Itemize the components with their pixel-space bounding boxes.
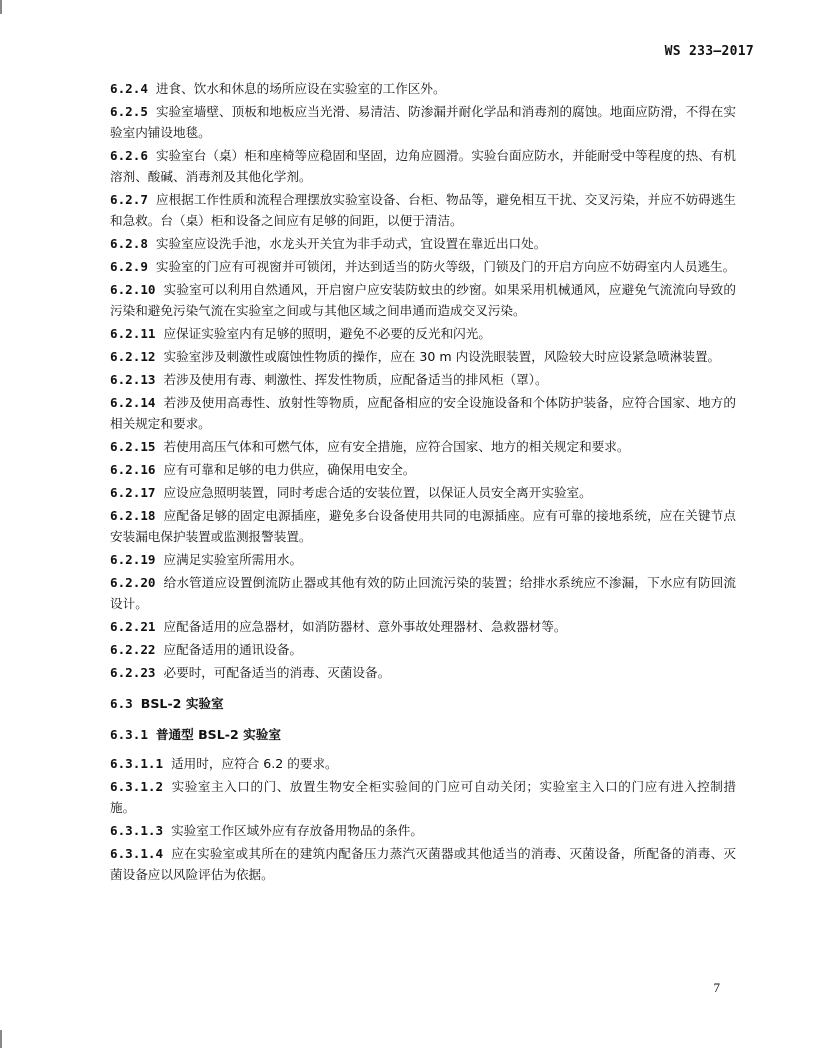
clause-number: 6.2.15 <box>110 439 156 454</box>
clause-paragraph <box>110 572 736 614</box>
clause-paragraph <box>110 820 736 841</box>
clause-number: 6.2.23 <box>110 665 156 680</box>
clause-text: 实验室涉及刺激性或腐蚀性物质的操作，应在 30 m 内设洗眼装置，风险较大时应设紧急喷淋装置。 <box>163 349 721 364</box>
clause-paragraph <box>110 392 736 434</box>
clause-paragraph <box>110 843 736 885</box>
clause-number: 6.2.13 <box>110 372 156 387</box>
clause-number: 6.2.11 <box>110 326 156 341</box>
clause-text: 应配备足够的固定电源插座，避免多台设备使用共同的电源插座。应有可靠的接地系统，应在关键节点安装漏电保护装置或监测报警装置。 <box>110 508 736 544</box>
clause-paragraph <box>110 189 736 231</box>
scan-edge-mark-bottom <box>0 1030 2 1048</box>
clause-number: 6.3.1.1 <box>110 756 164 771</box>
clause-paragraph <box>110 279 736 321</box>
clause-text: 应满足实验室所需用水。 <box>163 552 303 567</box>
clause-text: 应根据工作性质和流程合理摆放实验室设备、台柜、物品等，避免相互干扰、交叉污染，并应不妨碍逃生和急救。台（桌）柜和设备之间应有足够的间距，以便于清洁。 <box>110 192 736 228</box>
clause-text: 应配备适用的通讯设备。 <box>163 642 303 657</box>
clause-paragraph <box>110 639 736 660</box>
clause-list-6-3-1 <box>110 753 736 885</box>
clause-paragraph <box>110 233 736 254</box>
clause-paragraph <box>110 616 736 637</box>
clause-text: 实验室可以利用自然通风，开启窗户应安装防蚊虫的纱窗。如果采用机械通风，应避免气流流向导致的污染和避免污染气流在实验室之间或与其他区域之间串通而造成交叉污染。 <box>110 282 736 318</box>
clause-number: 6.2.5 <box>110 104 148 119</box>
clause-text: 应有可靠和足够的电力供应，确保用电安全。 <box>163 462 416 477</box>
clause-paragraph <box>110 505 736 547</box>
clause-number: 6.2.14 <box>110 395 156 410</box>
clause-paragraph <box>110 369 736 390</box>
clause-text: 进食、饮水和休息的场所应设在实验室的工作区外。 <box>155 81 446 96</box>
clause-number: 6.2.18 <box>110 508 156 523</box>
clause-paragraph <box>110 101 736 143</box>
clause-number: 6.2.12 <box>110 349 156 364</box>
clause-text: 应在实验室或其所在的建筑内配备压力蒸汽灭菌器或其他适当的消毒、灭菌设备，所配备的消毒、灭菌设备应以风险评估为依据。 <box>110 846 736 882</box>
clause-text: 应设应急照明装置，同时考虑合适的安装位置，以保证人员安全离开实验室。 <box>163 485 592 500</box>
section-title: 普通型 BSL-2 实验室 <box>155 727 281 742</box>
section-number: 6.3 <box>110 696 133 711</box>
clause-paragraph <box>110 256 736 277</box>
standard-code-header: WS 233—2017 <box>664 44 754 59</box>
clause-text: 若涉及使用有毒、刺激性、挥发性物质，应配备适当的排风柜（罩）。 <box>163 372 548 387</box>
clause-number: 6.2.16 <box>110 462 156 477</box>
clause-text: 应保证实验室内有足够的照明，避免不必要的反光和闪光。 <box>163 326 491 341</box>
clause-paragraph <box>110 753 736 774</box>
clause-text: 适用时，应符合 6.2 的要求。 <box>171 756 338 771</box>
clause-text: 必要时，可配备适当的消毒、灭菌设备。 <box>163 665 391 680</box>
clause-paragraph <box>110 436 736 457</box>
clause-number: 6.2.21 <box>110 619 156 634</box>
clause-paragraph <box>110 662 736 683</box>
clause-number: 6.2.17 <box>110 485 156 500</box>
clause-number: 6.2.6 <box>110 148 148 163</box>
clause-number: 6.2.22 <box>110 642 156 657</box>
clause-paragraph <box>110 78 736 99</box>
clause-number: 6.2.4 <box>110 81 148 96</box>
clause-paragraph <box>110 145 736 187</box>
scan-edge-mark-top <box>0 0 2 14</box>
clause-text: 给水管道应设置倒流防止器或其他有效的防止回流污染的装置；给排水系统应不渗漏，下水应有防回流设计。 <box>110 575 736 611</box>
clause-text: 实验室应设洗手池，水龙头开关宜为非手动式，宜设置在靠近出口处。 <box>155 236 547 251</box>
clause-text: 实验室墙壁、顶板和地板应当光滑、易清洁、防渗漏并耐化学品和消毒剂的腐蚀。地面应防滑，不得在实验室内铺设地毯。 <box>110 104 736 140</box>
clause-text: 实验室工作区域外应有存放备用物品的条件。 <box>171 823 423 838</box>
clause-text: 若涉及使用高毒性、放射性等物质，应配备相应的安全设施设备和个体防护装备，应符合国家、地方的相关规定和要求。 <box>110 395 736 431</box>
section-heading-6-3-1 <box>110 724 736 745</box>
clause-paragraph <box>110 346 736 367</box>
document-body <box>110 78 736 887</box>
clause-paragraph <box>110 549 736 570</box>
clause-text: 应配备适用的应急器材，如消防器材、意外事故处理器材、急救器材等。 <box>163 619 567 634</box>
clause-number: 6.2.7 <box>110 192 148 207</box>
clause-number: 6.2.20 <box>110 575 156 590</box>
clause-number: 6.3.1.4 <box>110 846 164 861</box>
section-title: BSL-2 实验室 <box>140 696 224 711</box>
clause-paragraph <box>110 323 736 344</box>
clause-text: 若使用高压气体和可燃气体，应有安全措施，应符合国家、地方的相关规定和要求。 <box>163 439 630 454</box>
clause-paragraph <box>110 459 736 480</box>
clause-list-6-2 <box>110 78 736 683</box>
clause-number: 6.3.1.3 <box>110 823 164 838</box>
clause-paragraph <box>110 776 736 818</box>
clause-text: 实验室的门应有可视窗并可锁闭，并达到适当的防火等级，门锁及门的开启方向应不妨碍室内人员逃生。 <box>155 259 736 274</box>
clause-number: 6.3.1.2 <box>110 779 164 794</box>
clause-number: 6.2.10 <box>110 282 156 297</box>
page-number: 7 <box>713 980 720 995</box>
clause-number: 6.2.8 <box>110 236 148 251</box>
clause-text: 实验室台（桌）柜和座椅等应稳固和坚固，边角应圆滑。实验台面应防水，并能耐受中等程度的热、有机溶剂、酸碱、消毒剂及其他化学剂。 <box>110 148 736 184</box>
clause-number: 6.2.19 <box>110 552 156 567</box>
section-number: 6.3.1 <box>110 727 148 742</box>
clause-paragraph <box>110 482 736 503</box>
section-heading-6-3 <box>110 693 736 714</box>
clause-number: 6.2.9 <box>110 259 148 274</box>
clause-text: 实验室主入口的门、放置生物安全柜实验间的门应可自动关闭；实验室主入口的门应有进入控制措施。 <box>110 779 736 815</box>
